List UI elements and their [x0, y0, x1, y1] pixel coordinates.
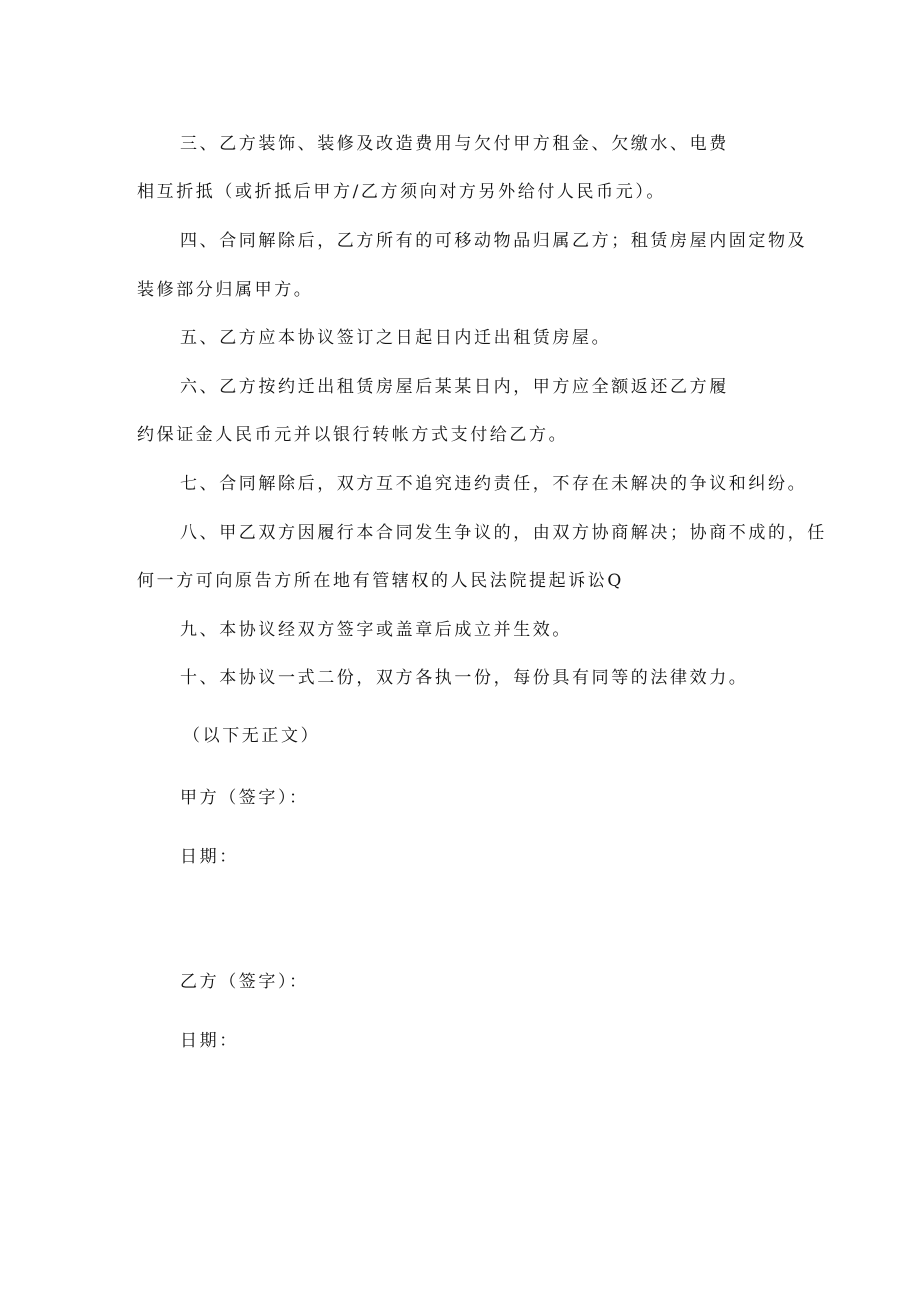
clause-6-line-1: 六、乙方按约迁出租赁房屋后某某日内，甲方应全额返还乙方履: [180, 377, 729, 397]
clause-8-line-1: 八、甲乙双方因履行本合同发生争议的，由双方协商解决；协商不成的，任: [180, 523, 827, 543]
clause-4-line-2: 装修部分归属甲方。: [137, 280, 314, 300]
party-a-date-label: 日期：: [180, 847, 239, 867]
clause-3-line-2: 相互折抵（或折抵后甲方/乙方须向对方另外给付人民币元）。: [137, 182, 667, 202]
clause-5-line-1: 五、乙方应本协议签订之日起日内迁出租赁房屋。: [180, 328, 612, 348]
party-a-signature-label: 甲方（签字）：: [180, 788, 309, 808]
end-note: （以下无正文）: [183, 726, 321, 746]
clause-9-line-1: 九、本协议经双方签字或盖章后成立并生效。: [180, 620, 572, 640]
clause-6-line-2: 约保证金人民币元并以银行转帐方式支付给乙方。: [137, 425, 569, 445]
clause-8-line-2: 何一方可向原告方所在地有管辖权的人民法院提起诉讼Q: [137, 571, 624, 591]
party-b-date-label: 日期：: [180, 1031, 239, 1051]
party-b-signature-label: 乙方（签字）：: [180, 972, 309, 992]
clause-7-line-1: 七、合同解除后，双方互不追究违约责任，不存在未解决的争议和纠纷。: [180, 474, 808, 494]
clause-3-line-1: 三、乙方装饰、装修及改造费用与欠付甲方租金、欠缴水、电费: [180, 134, 729, 154]
clause-4-line-1: 四、合同解除后，乙方所有的可移动物品归属乙方；租赁房屋内固定物及: [180, 231, 808, 251]
clause-10-line-1: 十、本协议一式二份，双方各执一份，每份具有同等的法律效力。: [180, 668, 749, 688]
